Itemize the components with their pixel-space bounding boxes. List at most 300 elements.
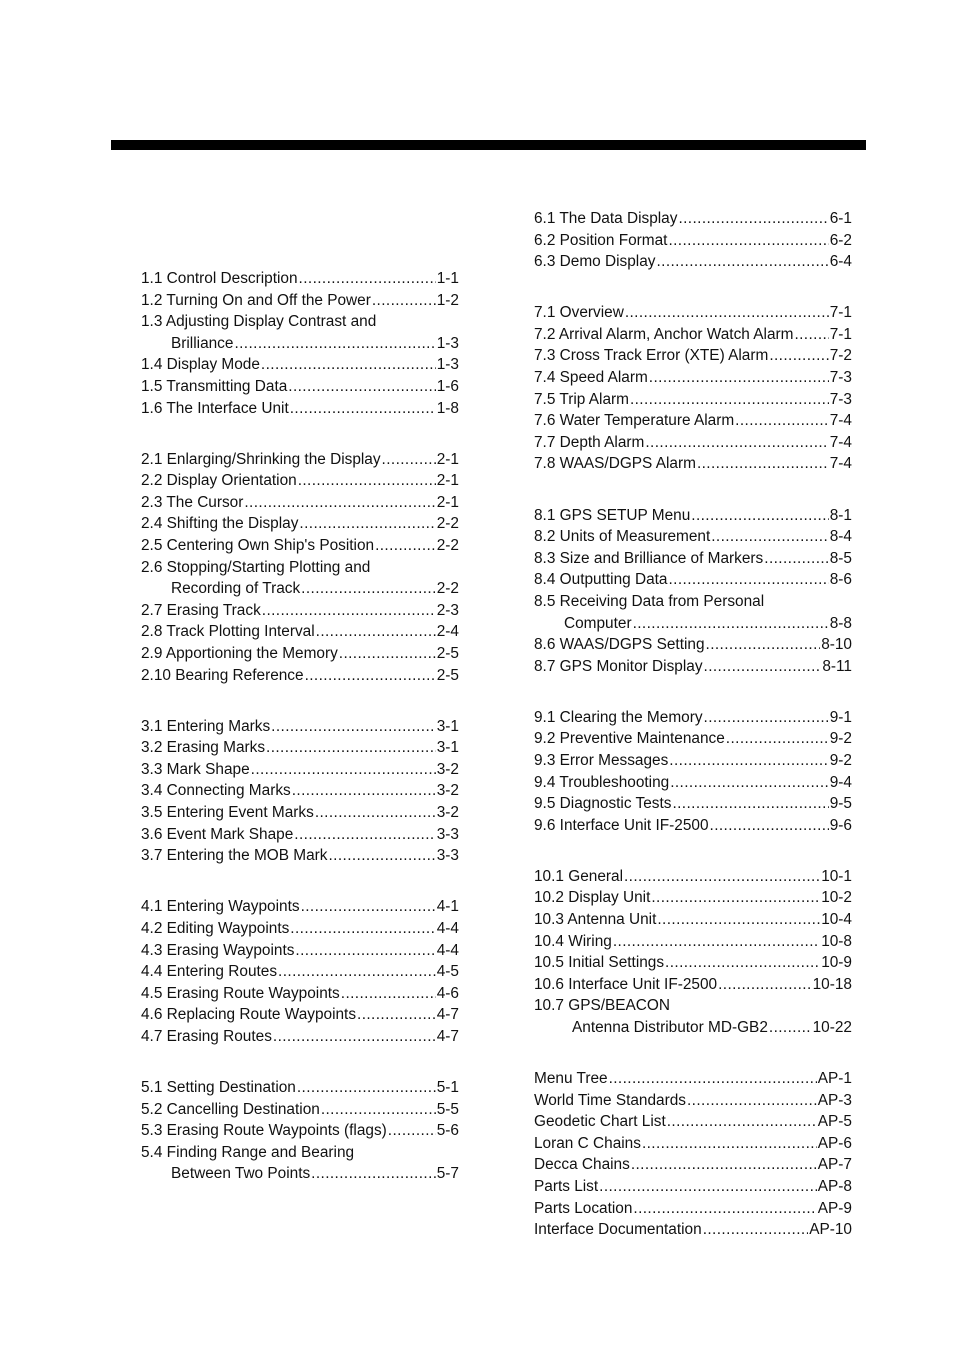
toc-entry[interactable] — [534, 230, 852, 252]
toc-entry-title: 5.2 Cancelling Destination — [141, 1100, 320, 1118]
dot-leader — [624, 866, 820, 888]
toc-entry-title[interactable]: 5.4 Finding Range and Bearing — [141, 1143, 355, 1161]
toc-entry-page: 4-1 — [436, 898, 459, 916]
toc-entry-page: 10-2 — [821, 889, 852, 907]
dot-leader — [672, 793, 828, 815]
toc-entry-page: 7-4 — [829, 433, 852, 451]
toc-entry-page: 2-2 — [436, 515, 459, 533]
toc-entry-page: 7-4 — [829, 412, 852, 430]
toc-entry[interactable] — [141, 643, 459, 665]
toc-entry-page: 9-2 — [829, 730, 852, 748]
toc-entry[interactable] — [534, 251, 852, 273]
dot-leader — [668, 230, 828, 252]
dot-leader — [769, 345, 828, 367]
toc-entry-page: 9-2 — [829, 751, 852, 769]
toc-entry[interactable] — [534, 909, 852, 931]
toc-entry[interactable] — [534, 1133, 852, 1155]
toc-entry-page: 3-2 — [436, 782, 459, 800]
toc-entry-title: 5.1 Setting Destination — [141, 1079, 296, 1096]
toc-entry-title: 2.9 Apportioning the Memory — [141, 645, 338, 662]
toc-entry-page: 9-1 — [829, 708, 852, 726]
toc-entry[interactable] — [534, 613, 852, 635]
toc-right-column — [534, 208, 852, 1241]
toc-entry-page: AP-6 — [817, 1134, 852, 1152]
toc-entry[interactable] — [141, 470, 459, 492]
dot-leader — [266, 737, 436, 759]
toc-entry-title: Decca Chains — [534, 1156, 630, 1174]
toc-entry[interactable] — [534, 1198, 852, 1220]
toc-entry-title[interactable]: 8.5 Receiving Data from Personal — [534, 592, 765, 610]
toc-section — [141, 449, 459, 687]
toc-entry[interactable] — [141, 398, 459, 420]
dot-leader — [299, 268, 436, 290]
toc-entry-page: 5-6 — [436, 1122, 459, 1140]
toc-entry[interactable] — [141, 737, 459, 759]
toc-entry[interactable] — [141, 376, 459, 398]
toc-entry-title: 2.5 Centering Own Ship's Position — [141, 537, 375, 555]
toc-entry-title: 9.6 Interface Unit IF-2500 — [534, 816, 709, 834]
toc-entry-title: 3.7 Entering the MOB Mark — [141, 847, 328, 865]
toc-entry[interactable] — [141, 290, 459, 312]
toc-entry[interactable] — [534, 505, 852, 527]
toc-entry[interactable] — [141, 983, 459, 1005]
toc-entry-title: 8.2 Units of Measurement — [534, 528, 711, 546]
toc-entry[interactable] — [534, 952, 852, 974]
dot-leader — [388, 1120, 436, 1142]
toc-entry-title: 2.7 Erasing Track — [141, 601, 261, 619]
toc-entry[interactable] — [534, 345, 852, 367]
toc-entry[interactable] — [534, 1017, 852, 1039]
toc-entry[interactable] — [534, 815, 852, 837]
toc-entry-page: 7-4 — [829, 455, 852, 473]
toc-entry-title: 2.2 Display Orientation — [141, 472, 297, 490]
toc-entry-title[interactable]: 10.7 GPS/BEACON — [534, 997, 671, 1015]
toc-entry-page: 2-1 — [436, 472, 459, 490]
toc-entry-title: Parts List — [534, 1178, 599, 1196]
toc-entry-title: 2.3 The Cursor — [141, 493, 244, 511]
toc-entry[interactable] — [141, 780, 459, 802]
toc-entry-title: 4.3 Erasing Waypoints — [141, 941, 295, 959]
toc-entry-page: AP-10 — [809, 1221, 852, 1239]
toc-entry-page: 4-4 — [436, 919, 459, 937]
toc-entry[interactable] — [534, 1068, 852, 1090]
dot-leader — [711, 526, 829, 548]
toc-entry-page: 8-5 — [829, 549, 852, 567]
toc-entry-page: AP-1 — [817, 1070, 852, 1088]
toc-entry-title: 6.2 Position Format — [534, 231, 668, 249]
toc-entry[interactable] — [141, 600, 459, 622]
toc-entry[interactable] — [141, 535, 459, 557]
toc-entry[interactable] — [141, 716, 459, 738]
toc-entry-title: 4.5 Erasing Route Waypoints — [141, 984, 340, 1002]
dot-leader — [704, 656, 822, 678]
toc-entry-page: 6-1 — [829, 210, 852, 227]
dot-leader — [633, 613, 829, 635]
toc-entry-page: 2-2 — [436, 580, 459, 598]
toc-entry[interactable] — [141, 449, 459, 471]
dot-leader — [357, 1004, 436, 1026]
toc-entry-page: 7-1 — [829, 325, 852, 343]
toc-entry[interactable] — [141, 940, 459, 962]
toc-section — [534, 707, 852, 837]
toc-entry-title: 1.5 Transmitting Data — [141, 377, 288, 395]
dot-leader — [382, 449, 436, 471]
toc-entry[interactable] — [534, 1154, 852, 1176]
dot-leader — [609, 1068, 817, 1090]
toc-entry[interactable] — [534, 526, 852, 548]
dot-leader — [642, 1133, 817, 1155]
toc-entry-title: 8.7 GPS Monitor Display — [534, 657, 703, 675]
toc-entry-title: 7.1 Overview — [534, 304, 624, 322]
toc-entry[interactable] — [534, 410, 852, 432]
dot-leader — [669, 750, 828, 772]
toc-entry-title: 4.7 Erasing Routes — [141, 1027, 272, 1045]
toc-entry-page: 7-3 — [829, 369, 852, 387]
toc-entry[interactable] — [141, 896, 459, 918]
dot-leader — [703, 1219, 809, 1241]
toc-entry-title: 2.8 Track Plotting Interval — [141, 623, 315, 641]
toc-section — [141, 716, 459, 867]
toc-entry[interactable] — [141, 824, 459, 846]
dot-leader — [339, 643, 436, 665]
toc-entry-page: 8-8 — [829, 614, 852, 632]
dot-leader — [316, 621, 436, 643]
toc-entry-page: 2-1 — [436, 450, 459, 468]
toc-entry-title: 3.6 Event Mark Shape — [141, 825, 294, 843]
dot-leader — [305, 665, 436, 687]
toc-entry[interactable] — [141, 621, 459, 643]
toc-entry-title: Recording of Track — [171, 580, 301, 598]
toc-section — [534, 1068, 852, 1241]
toc-entry-title: Geodetic Chart List — [534, 1113, 666, 1131]
toc-entry[interactable] — [534, 367, 852, 389]
dot-leader — [630, 389, 829, 411]
toc-section — [141, 268, 459, 419]
toc-entry[interactable] — [534, 569, 852, 591]
dot-leader — [271, 716, 436, 738]
toc-entry-title: Antenna Distributor MD-GB2 — [572, 1019, 768, 1036]
toc-entry-page: 2-3 — [436, 601, 459, 619]
dot-leader — [657, 909, 820, 931]
toc-entry-page: 10-22 — [812, 1019, 852, 1036]
toc-entry-page: 8-11 — [822, 657, 852, 675]
toc-entry-title: World Time Standards — [534, 1091, 686, 1109]
dot-leader — [301, 896, 436, 918]
toc-entry-title: 1.2 Turning On and Off the Power — [141, 291, 371, 309]
toc-entry-page: 5-7 — [436, 1165, 459, 1183]
toc-entry-title: Menu Tree — [534, 1070, 608, 1088]
dot-leader — [315, 802, 436, 824]
dot-leader — [290, 398, 436, 420]
toc-entry[interactable] — [534, 548, 852, 570]
toc-entry[interactable] — [141, 1077, 459, 1099]
dot-leader — [278, 961, 436, 983]
toc-entry-title: 3.2 Erasing Marks — [141, 739, 266, 757]
dot-leader — [372, 290, 436, 312]
toc-entry[interactable] — [141, 918, 459, 940]
toc-entry-page: 3-3 — [436, 825, 459, 843]
toc-entry-page: 9-5 — [829, 795, 852, 813]
toc-section — [534, 505, 852, 678]
toc-entry-page: 4-5 — [436, 963, 459, 981]
toc-entry[interactable] — [141, 268, 459, 290]
toc-entry-title: 6.1 The Data Display — [534, 210, 678, 227]
dot-leader — [649, 367, 829, 389]
toc-entry-page: 10-8 — [821, 932, 852, 950]
toc-entry-page: 4-4 — [436, 941, 459, 959]
toc-entry-page: 2-1 — [436, 493, 459, 511]
toc-entry[interactable] — [141, 492, 459, 514]
dot-leader — [678, 208, 828, 230]
dot-leader — [697, 453, 829, 475]
toc-entry-page: AP-8 — [817, 1178, 852, 1196]
toc-entry[interactable] — [141, 354, 459, 376]
toc-entry-page: 2-5 — [436, 666, 459, 684]
toc-entry-page: 2-4 — [436, 623, 459, 641]
dot-leader — [341, 983, 436, 1005]
toc-entry[interactable] — [141, 1163, 459, 1185]
toc-entry-page: 1-2 — [436, 291, 459, 309]
dot-leader — [292, 780, 436, 802]
toc-entry-title: 5.3 Erasing Route Waypoints (flags) — [141, 1122, 387, 1140]
dot-leader — [633, 1198, 816, 1220]
toc-entry-title: 7.8 WAAS/DGPS Alarm — [534, 455, 696, 473]
dot-leader — [613, 931, 820, 953]
toc-entry[interactable] — [534, 866, 852, 888]
toc-entry-title: 10.1 General — [534, 867, 623, 885]
dot-leader — [625, 302, 829, 324]
toc-entry-page: 8-10 — [821, 636, 852, 654]
toc-entry-title: 2.1 Enlarging/Shrinking the Display — [141, 450, 381, 468]
toc-entry[interactable] — [141, 578, 459, 600]
toc-entry-title: 9.5 Diagnostic Tests — [534, 795, 672, 813]
toc-entry[interactable] — [534, 750, 852, 772]
toc-entry-title: 4.1 Entering Waypoints — [141, 898, 300, 916]
toc-entry[interactable] — [534, 793, 852, 815]
toc-entry[interactable] — [534, 772, 852, 794]
toc-entry-title: Parts Location — [534, 1199, 633, 1217]
toc-entry-title: 10.6 Interface Unit IF-2500 — [534, 975, 718, 993]
toc-entry-title: 1.4 Display Mode — [141, 356, 260, 374]
toc-section — [534, 866, 852, 1039]
dot-leader — [251, 759, 436, 781]
toc-entry-page: 5-1 — [436, 1079, 459, 1096]
toc-entry-title: 2.4 Shifting the Display — [141, 515, 299, 533]
dot-leader — [735, 410, 829, 432]
dot-leader — [670, 772, 829, 794]
toc-entry[interactable] — [141, 759, 459, 781]
toc-entry[interactable] — [534, 707, 852, 729]
toc-entry-title: 7.4 Speed Alarm — [534, 369, 648, 387]
toc-entry-page: 4-7 — [436, 1027, 459, 1045]
dot-leader — [631, 1154, 817, 1176]
dot-leader — [764, 548, 828, 570]
dot-leader — [234, 333, 435, 355]
toc-entry-page: 9-6 — [829, 816, 852, 834]
toc-entry[interactable] — [534, 453, 852, 475]
dot-leader — [651, 887, 820, 909]
toc-entry[interactable] — [534, 208, 852, 230]
toc-entry[interactable] — [141, 665, 459, 687]
dot-leader — [769, 1017, 812, 1039]
dot-leader — [298, 470, 436, 492]
dot-leader — [290, 918, 435, 940]
dot-leader — [299, 513, 435, 535]
toc-entry-page: 2-5 — [436, 645, 459, 662]
toc-entry-title: 3.1 Entering Marks — [141, 717, 271, 735]
toc-entry-page: 3-1 — [436, 739, 459, 757]
dot-leader — [321, 1099, 436, 1121]
toc-entry-page: AP-3 — [817, 1091, 852, 1109]
dot-leader — [375, 535, 436, 557]
dot-leader — [668, 569, 828, 591]
toc-entry[interactable] — [141, 333, 459, 355]
toc-entry-title: 8.6 WAAS/DGPS Setting — [534, 636, 705, 654]
toc-entry-title: 7.6 Water Temperature Alarm — [534, 412, 735, 430]
toc-entry-title: 1.1 Control Description — [141, 270, 298, 287]
dot-leader — [295, 940, 435, 962]
dot-leader — [311, 1163, 436, 1185]
dot-leader — [328, 845, 435, 867]
toc-entry-page: AP-5 — [817, 1113, 852, 1131]
toc-entry[interactable] — [534, 389, 852, 411]
dot-leader — [294, 824, 435, 846]
toc-section — [534, 302, 852, 475]
toc-entry[interactable] — [534, 887, 852, 909]
toc-entry[interactable] — [141, 1120, 459, 1142]
dot-leader — [301, 578, 436, 600]
toc-entry-title: 7.2 Arrival Alarm, Anchor Watch Alarm — [534, 325, 794, 343]
dot-leader — [599, 1176, 817, 1198]
toc-entry-page: AP-7 — [817, 1156, 852, 1174]
toc-entry-title: 4.6 Replacing Route Waypoints — [141, 1006, 357, 1024]
toc-entry[interactable] — [534, 728, 852, 750]
toc-entry-page: 1-8 — [436, 399, 459, 417]
toc-entry[interactable] — [141, 802, 459, 824]
dot-leader — [718, 974, 812, 996]
toc-entry[interactable] — [534, 302, 852, 324]
dot-leader — [704, 707, 829, 729]
toc-entry-title: 3.5 Entering Event Marks — [141, 804, 314, 822]
toc-entry-title: 4.4 Entering Routes — [141, 963, 278, 981]
toc-entry-page: 3-2 — [436, 804, 459, 822]
toc-entry-title: Computer — [564, 614, 632, 632]
toc-entry-title: Loran C Chains — [534, 1134, 641, 1152]
dot-leader — [706, 634, 821, 656]
toc-entry-title: 8.4 Outputting Data — [534, 571, 668, 589]
toc-entry-page: 5-5 — [436, 1100, 459, 1118]
dot-leader — [726, 728, 829, 750]
toc-entry-title: 9.2 Preventive Maintenance — [534, 730, 725, 748]
toc-entry-title: 7.7 Depth Alarm — [534, 433, 645, 451]
toc-entry-title: 10.2 Display Unit — [534, 889, 651, 907]
toc-entry-page: 8-1 — [829, 506, 852, 524]
dot-leader — [667, 1111, 817, 1133]
toc-entry[interactable] — [141, 845, 459, 867]
dot-leader — [645, 432, 828, 454]
toc-entry[interactable] — [534, 1111, 852, 1133]
dot-leader — [288, 376, 435, 398]
toc-entry-title: Between Two Points — [171, 1165, 311, 1183]
toc-entry-page: 1-3 — [436, 356, 459, 374]
toc-section — [534, 208, 852, 273]
dot-leader — [691, 505, 828, 527]
toc-entry-title[interactable]: 1.3 Adjusting Display Contrast and — [141, 313, 377, 331]
toc-entry-title: 10.4 Wiring — [534, 932, 612, 950]
dot-leader — [262, 600, 436, 622]
toc-entry-page: 7-3 — [829, 390, 852, 408]
dot-leader — [710, 815, 829, 837]
toc-entry-page: 8-4 — [829, 528, 852, 546]
toc-entry-page: 10-18 — [812, 975, 852, 993]
toc-entry-page: 10-9 — [821, 954, 852, 972]
dot-leader — [687, 1090, 817, 1112]
toc-entry[interactable] — [141, 961, 459, 983]
toc-entry-title: 10.3 Antenna Unit — [534, 911, 657, 929]
toc-entry-title: 8.3 Size and Brilliance of Markers — [534, 549, 764, 567]
toc-entry[interactable] — [141, 1026, 459, 1048]
toc-entry-title: 6.3 Demo Display — [534, 253, 656, 271]
toc-entry[interactable] — [141, 1004, 459, 1026]
toc-entry-page: 10-4 — [821, 911, 852, 929]
toc-entry-page: 6-4 — [829, 253, 852, 271]
toc-entry-title: 3.3 Mark Shape — [141, 760, 250, 778]
toc-entry-title: 4.2 Editing Waypoints — [141, 919, 290, 937]
toc-entry-page: 9-4 — [829, 773, 852, 791]
toc-entry-page: 8-6 — [829, 571, 852, 589]
toc-entry-title: Brilliance — [171, 334, 234, 352]
dot-leader — [656, 251, 828, 273]
toc-entry-page: 2-2 — [436, 537, 459, 555]
toc-entry-title: 9.1 Clearing the Memory — [534, 708, 703, 726]
toc-entry-page: AP-9 — [817, 1199, 852, 1217]
toc-entry[interactable] — [534, 432, 852, 454]
toc-entry[interactable] — [141, 513, 459, 535]
toc-entry-title[interactable]: 2.6 Stopping/Starting Plotting and — [141, 558, 371, 576]
toc-entry[interactable] — [534, 656, 852, 678]
toc-entry[interactable] — [534, 931, 852, 953]
toc-entry[interactable] — [141, 1099, 459, 1121]
toc-entry-title: Interface Documentation — [534, 1221, 702, 1239]
toc-entry-page: 1-3 — [436, 334, 459, 352]
toc-entry[interactable] — [534, 324, 852, 346]
toc-entry-title: 3.4 Connecting Marks — [141, 782, 291, 800]
toc-entry-title: 9.4 Troubleshooting — [534, 773, 670, 791]
dot-leader — [297, 1077, 436, 1099]
toc-entry[interactable] — [534, 1219, 852, 1241]
toc-entry-title: 7.5 Trip Alarm — [534, 390, 629, 408]
toc-entry-page: 1-6 — [436, 377, 459, 395]
toc-entry-page: 3-3 — [436, 847, 459, 865]
toc-entry-title: 7.3 Cross Track Error (XTE) Alarm — [534, 347, 769, 365]
toc-entry[interactable] — [534, 1090, 852, 1112]
toc-entry-page: 4-7 — [436, 1006, 459, 1024]
toc-entry-title: 2.10 Bearing Reference — [141, 666, 304, 684]
toc-entry-page: 3-1 — [436, 717, 459, 735]
toc-entry[interactable] — [534, 974, 852, 996]
dot-leader — [261, 354, 436, 376]
toc-entry-title: 9.3 Error Messages — [534, 751, 669, 769]
dot-leader — [244, 492, 435, 514]
toc-entry-page: 4-6 — [436, 984, 459, 1002]
header-rule — [111, 140, 866, 150]
toc-entry-title: 1.6 The Interface Unit — [141, 399, 289, 417]
toc-entry[interactable] — [534, 1176, 852, 1198]
toc-entry-page: 7-1 — [829, 304, 852, 322]
toc-entry-title: 10.5 Initial Settings — [534, 954, 665, 972]
toc-entry-page: 6-2 — [829, 231, 852, 249]
toc-entry[interactable] — [534, 634, 852, 656]
